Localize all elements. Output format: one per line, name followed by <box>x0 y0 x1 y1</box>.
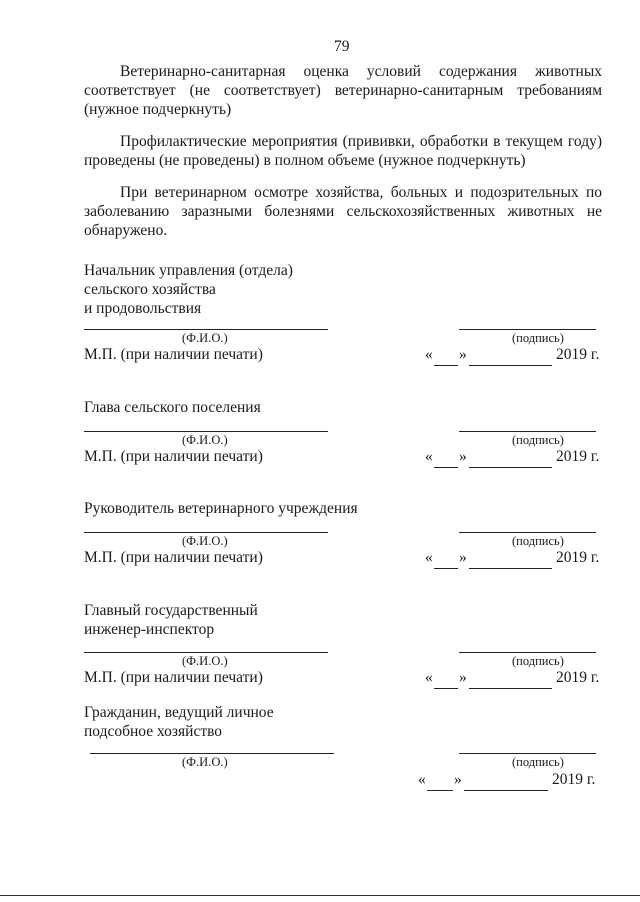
signature-caption: (подпись) <box>512 534 564 548</box>
signature-field-line[interactable] <box>459 329 596 330</box>
page-bottom-rule <box>0 895 640 896</box>
date-open-quote: « <box>425 346 433 363</box>
paragraph-line: проведены (не проведены) в полном объеме (нужное подчеркнуть) <box>84 152 526 169</box>
fio-field-line[interactable] <box>90 753 334 754</box>
paragraph-line: обнаружено. <box>84 222 168 239</box>
paragraph-preventive-measures <box>84 132 602 170</box>
paragraph-line: соответствует (не соответствует) ветеринарно-санитарным требованиям <box>84 82 602 99</box>
fio-field-line[interactable] <box>84 532 328 533</box>
signatory-title: Гражданин, ведущий личное <box>84 704 274 721</box>
signatory-title: сельского хозяйства <box>84 281 216 298</box>
fio-caption: (Ф.И.О.) <box>182 755 228 769</box>
signatory-title: инженер-инспектор <box>84 621 215 638</box>
fio-caption: (Ф.И.О.) <box>182 534 228 548</box>
date-close-quote: » <box>459 549 467 566</box>
page-number: 79 <box>334 38 350 55</box>
date-day-field-line[interactable] <box>434 568 458 569</box>
date-open-quote: « <box>425 549 433 566</box>
paragraph-line: заболеванию заразными болезнями сельскохозяйственных животных не <box>84 203 602 220</box>
stamp-label: М.П. (при наличии печати) <box>84 448 263 465</box>
date-day-field-line[interactable] <box>434 365 458 366</box>
date-month-field-line[interactable] <box>469 467 552 468</box>
date-month-field-line[interactable] <box>469 365 552 366</box>
paragraph-line: (нужное подчеркнуть) <box>84 101 232 118</box>
date-year: 2019 г. <box>556 346 600 363</box>
fio-field-line[interactable] <box>84 329 328 330</box>
stamp-label: М.П. (при наличии печати) <box>84 346 263 363</box>
date-year: 2019 г. <box>552 771 596 788</box>
signature-field-line[interactable] <box>459 532 596 533</box>
date-close-quote: » <box>459 448 467 465</box>
signature-caption: (подпись) <box>512 654 564 668</box>
date-day-field-line[interactable] <box>434 688 458 689</box>
date-year: 2019 г. <box>556 448 600 465</box>
signature-field-line[interactable] <box>459 753 596 754</box>
fio-field-line[interactable] <box>84 431 328 432</box>
signature-caption: (подпись) <box>512 433 564 447</box>
date-open-quote: « <box>425 669 433 686</box>
fio-caption: (Ф.И.О.) <box>182 433 228 447</box>
fio-caption: (Ф.И.О.) <box>182 654 228 668</box>
date-close-quote: » <box>459 669 467 686</box>
signatory-title: Начальник управления (отдела) <box>84 262 293 279</box>
paragraph-sanitary-assessment <box>84 62 602 119</box>
date-month-field-line[interactable] <box>469 568 552 569</box>
signature-field-line[interactable] <box>459 652 596 653</box>
fio-field-line[interactable] <box>84 652 328 653</box>
signatory-title: подсобное хозяйство <box>84 723 223 740</box>
date-month-field-line[interactable] <box>469 688 552 689</box>
signature-caption: (подпись) <box>512 331 564 345</box>
stamp-label: М.П. (при наличии печати) <box>84 669 263 686</box>
stamp-label: М.П. (при наличии печати) <box>84 549 263 566</box>
paragraph-line: Профилактические мероприятия (прививки, обработки в текущем году) <box>120 133 602 150</box>
date-year: 2019 г. <box>556 669 600 686</box>
signature-caption: (подпись) <box>512 755 564 769</box>
date-year: 2019 г. <box>556 549 600 566</box>
date-day-field-line[interactable] <box>434 467 458 468</box>
paragraph-inspection-result <box>84 183 602 240</box>
paragraph-line: Ветеринарно-санитарная оценка условий содержания животных <box>120 63 602 80</box>
paragraph-line: При ветеринарном осмотре хозяйства, больных и подозрительных по <box>120 184 602 201</box>
date-open-quote: « <box>418 771 426 788</box>
signatory-title: Глава сельского поселения <box>84 399 261 416</box>
signatory-title: Руководитель ветеринарного учреждения <box>84 500 358 517</box>
date-close-quote: » <box>454 771 462 788</box>
date-day-field-line[interactable] <box>427 790 453 791</box>
fio-caption: (Ф.И.О.) <box>182 331 228 345</box>
date-open-quote: « <box>425 448 433 465</box>
signature-field-line[interactable] <box>459 431 596 432</box>
date-month-field-line[interactable] <box>464 790 548 791</box>
date-close-quote: » <box>459 346 467 363</box>
signatory-title: и продовольствия <box>84 300 202 317</box>
signatory-title: Главный государственный <box>84 602 258 619</box>
